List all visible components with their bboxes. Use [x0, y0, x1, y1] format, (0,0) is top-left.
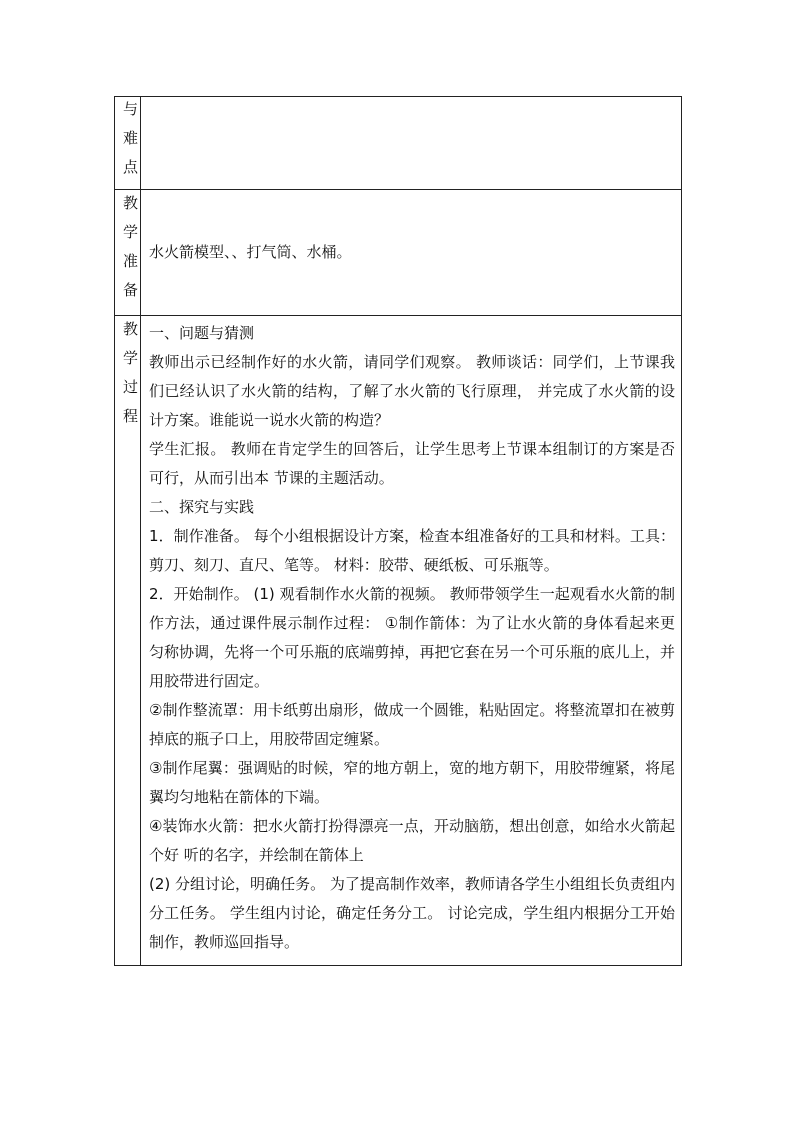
- row-label-teaching-preparation: 教学准备: [121, 195, 139, 311]
- row-content-teaching-preparation: [141, 190, 682, 316]
- row-label-cell: [115, 97, 141, 190]
- process-section-heading: 一、问题与猜测: [149, 324, 255, 342]
- process-paragraph: (2) 分组讨论，明确任务。 为了提高制作效率，教师请各学生小组组长负责组内分工任务。 学生组内讨论，确定任务分工。 讨论完成，学生组内根据分工开始制作，教师巡回指导。: [149, 875, 675, 951]
- process-paragraph: 1．制作准备。 每个小组根据设计方案，检查本组准备好的工具和材料。工具：剪刀、刻刀、直尺、笔等。 材料：胶带、硬纸板、可乐瓶等。: [149, 527, 675, 574]
- process-paragraph: 教师出示已经制作好的水火箭，请同学们观察。 教师谈话：同学们，上节课我们已经认识了水火箭的结构，了解了水火箭的飞行原理， 并完成了水火箭的设计方案。谁能说一说水火箭的构造？: [149, 353, 675, 429]
- process-paragraph: ③制作尾翼：强调贴的时候，窄的地方朝上，宽的地方朝下，用胶带缠紧，将尾翼均匀地粘在箭体的下端。: [149, 759, 675, 806]
- row-label-cell: [115, 316, 141, 966]
- process-paragraph: 2．开始制作。 (1) 观看制作水火箭的视频。 教师带领学生一起观看水火箭的制作方法，通过课件展示制作过程： ①制作箭体：为了让水火箭的身体看起来更匀称协调，先将一个可乐瓶的底端剪掉，再把它套在另一个可乐瓶的底儿上，并用胶带进行固定。: [149, 585, 675, 690]
- row-label-teaching-process: 教学过程: [121, 321, 139, 437]
- row-content-teaching-process: [141, 316, 682, 966]
- process-paragraph: 学生汇报。 教师在肯定学生的回答后，让学生思考上节课本组制订的方案是否可行，从而引出本 节课的主题活动。: [149, 440, 675, 487]
- process-paragraph: ④装饰水火箭：把水火箭打扮得漂亮一点，开动脑筋，想出创意，如给水火箭起个好 听的名字，并绘制在箭体上: [149, 817, 675, 864]
- lesson-plan-table: [114, 96, 682, 966]
- process-section-heading: 二、探究与实践: [149, 498, 255, 516]
- table-row-key-difficult-points: [115, 97, 682, 190]
- teaching-preparation-text: 水火箭模型、、打气筒、水桶。: [149, 243, 352, 261]
- table-row-teaching-preparation: [115, 190, 682, 316]
- row-content-difficult-points: [141, 97, 682, 190]
- table-row-teaching-process: [115, 316, 682, 966]
- teaching-process-block: [149, 316, 675, 965]
- process-paragraph: ②制作整流罩：用卡纸剪出扇形，做成一个圆锥，粘贴固定。将整流罩扣在被剪掉底的瓶子口上，用胶带固定缠紧。: [149, 701, 675, 748]
- row-label-cell: [115, 190, 141, 316]
- row-label-difficult-points: 与难点: [121, 101, 139, 188]
